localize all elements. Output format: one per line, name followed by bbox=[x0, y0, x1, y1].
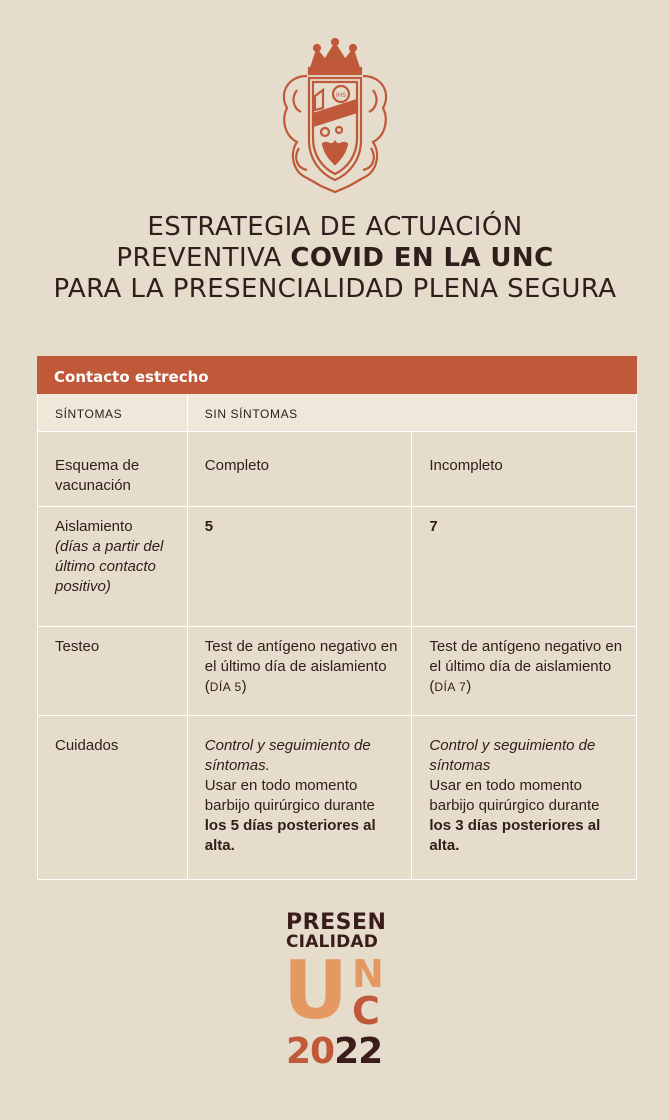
table-header: Contacto estrecho bbox=[37, 356, 637, 394]
cuidados-incompleto-bold: los 3 días posteriores al alta bbox=[429, 817, 601, 854]
table-row bbox=[37, 507, 637, 627]
aislamiento-label: Aislamiento bbox=[55, 518, 133, 535]
cuidados-completo-text: Usar en todo momento barbijo quirúrgico durante bbox=[204, 777, 375, 814]
title-line-2-prefix: PREVENTIVA bbox=[116, 243, 291, 273]
logo-year-part-2: 22 bbox=[334, 1031, 383, 1072]
title-line-3: PARA LA PRESENCIALIDAD PLENA SEGURA bbox=[53, 274, 617, 304]
cuidados-incompleto-italic: Control y seguimiento de síntomas bbox=[429, 737, 596, 774]
period: . bbox=[230, 837, 235, 854]
title-line-2 bbox=[0, 243, 670, 274]
aislamiento-note: (días a partir del último contacto positivo) bbox=[55, 538, 164, 595]
cell-incompleto: Incompleto bbox=[412, 432, 637, 507]
page-title bbox=[0, 212, 670, 305]
row-label-testeo: Testeo bbox=[38, 627, 188, 716]
paren-close: ) bbox=[241, 678, 247, 695]
testeo-incompleto-dia: DÍA 7 bbox=[434, 680, 467, 694]
aislamiento-completo-days: 5 bbox=[188, 507, 413, 627]
row-label-aislamiento bbox=[38, 507, 188, 627]
protocol-table bbox=[37, 356, 637, 880]
period: . bbox=[455, 837, 460, 854]
aislamiento-incompleto-days: 7 bbox=[412, 507, 637, 627]
presencialidad-logo bbox=[283, 910, 387, 1072]
cell-completo: Completo bbox=[188, 432, 413, 507]
logo-line-1: PRESEN bbox=[286, 910, 387, 935]
cuidados-completo bbox=[188, 716, 413, 880]
testeo-incompleto-text: Test de antígeno negativo en el último día de aislamiento ( bbox=[429, 638, 623, 695]
logo-year-part-1: 20 bbox=[286, 1031, 335, 1072]
table-row bbox=[37, 627, 637, 716]
table-row bbox=[37, 716, 637, 880]
cuidados-completo-bold: los 5 días posteriores al alta bbox=[204, 817, 376, 854]
crest-text: IHS bbox=[335, 92, 347, 99]
logo-year bbox=[286, 1032, 382, 1072]
row-label-vacunacion: Esquema de vacunación bbox=[38, 432, 188, 507]
testeo-incompleto bbox=[412, 627, 637, 716]
logo-letter-n: N bbox=[352, 952, 384, 996]
paren-close: ) bbox=[466, 678, 472, 695]
cuidados-completo-italic: Control y seguimiento de síntomas. bbox=[204, 737, 371, 774]
table-subheader-row bbox=[37, 394, 637, 432]
cuidados-incompleto bbox=[412, 716, 637, 880]
testeo-completo-text: Test de antígeno negativo en el último día de aislamiento ( bbox=[204, 638, 398, 695]
table-row bbox=[37, 432, 637, 507]
logo-letter-u: U bbox=[283, 944, 348, 1037]
testeo-completo bbox=[188, 627, 413, 716]
cuidados-incompleto-text: Usar en todo momento barbijo quirúrgico durante bbox=[429, 777, 600, 814]
subheader-sin-sintomas: SIN SÍNTOMAS bbox=[188, 394, 637, 432]
testeo-completo-dia: DÍA 5 bbox=[209, 680, 242, 694]
title-line-2-bold: COVID EN LA UNC bbox=[290, 243, 554, 273]
row-label-cuidados: Cuidados bbox=[38, 716, 188, 880]
logo-line-2: CIALIDAD bbox=[286, 932, 379, 952]
crest-shield-icon bbox=[277, 36, 393, 196]
subheader-sintomas: SÍNTOMAS bbox=[38, 394, 188, 432]
title-line-1: ESTRATEGIA DE ACTUACIÓN bbox=[147, 212, 523, 242]
logo-letter-c: C bbox=[352, 989, 380, 1033]
